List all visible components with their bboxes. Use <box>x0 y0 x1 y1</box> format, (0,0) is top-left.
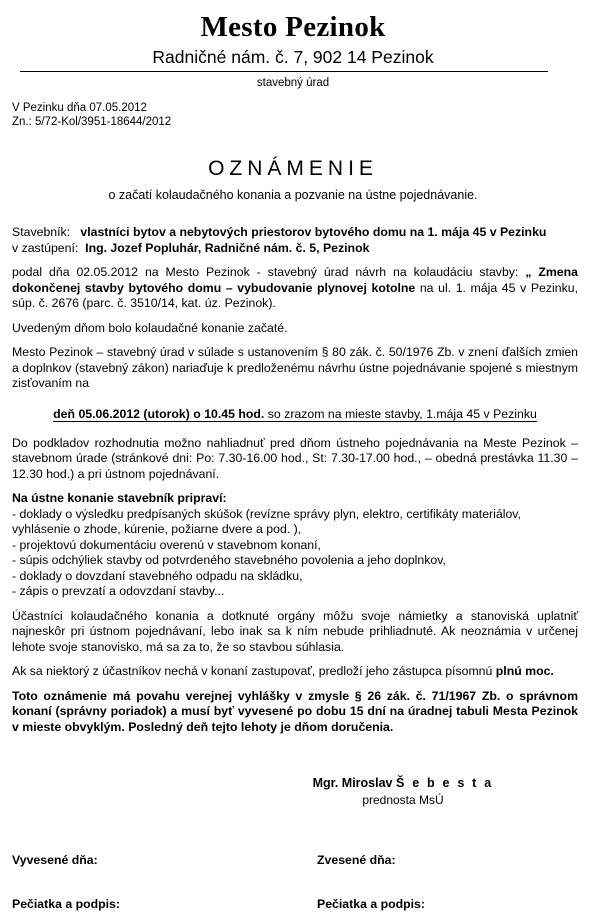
department-label: stavebný úrad <box>256 77 330 89</box>
list-item: - zápis o prevzatí a odovzdaní stavby... <box>12 584 225 598</box>
list-item: - súpis odchýliek stavby od potvrdeného stavebného povolenia a jeho doplnkov, <box>12 553 446 567</box>
hearing-location: so zrazom na mieste stavby, 1.mája 45 v Pezinku <box>264 406 537 421</box>
organization-title: Mesto Pezinok <box>200 11 386 43</box>
file-number: Zn.: 5/72-Kol/3951-18644/2012 <box>12 116 172 128</box>
representative-line <box>12 241 578 257</box>
signatory-title: Mgr. Miroslav <box>312 776 396 790</box>
list-item: - projektovú dokumentáciu overenú v stavebnom konaní, <box>12 537 321 552</box>
reference-block <box>12 101 578 129</box>
notice-subtitle: o začatí kolaudačného konania a pozvanie na ústne pojednávanie. <box>108 188 478 202</box>
hearing-date-bold: deň 05.06.2012 (utorok) o 10.45 hod. <box>53 406 265 421</box>
signatory-surname: Š e b e s t a <box>395 776 494 790</box>
hearing-date-line <box>12 406 578 422</box>
header-divider <box>20 71 548 72</box>
signatory-name <box>228 775 578 791</box>
proxy-bold-text: plnú moc. <box>495 664 554 678</box>
public-notice-paragraph: Toto oznámenie má povahu verejnej vyhlášky v zmysle § 26 zák. č. 71/1967 Zb. o správnom konaní (správny poriadok) a musí byť vyvesené po dobu 15 dní na úradnej tabuli Mesta Pezinok v mieste obvyklým. Posledný deň tejto lehoty je dňom doručenia. <box>12 688 578 734</box>
proxy-paragraph <box>12 664 578 680</box>
submission-post-text: na ul. 1. mája 45 v Pezinku, súp. č. 2676 (parc. č. 3510/14, kat. úz. Pezinok). <box>12 280 578 310</box>
submission-paragraph <box>12 265 578 312</box>
list-item: - doklady o výsledku predpísaných skúšok (revízne správy plyn, elektro, certifikáty materiálov, vyhlásenie o zhode, kúrenie, požiarne dvere a pod. ), <box>12 506 521 536</box>
removed-date-label: Zvesené dňa: <box>317 853 396 867</box>
document-body <box>12 225 578 735</box>
list-item: - doklady o dovzdaní stavebného odpadu na skládku, <box>12 568 303 583</box>
builder-line <box>12 225 578 241</box>
representative-value: Ing. Jozef Popluhár, Radničné nám. č. 5, Pezinok <box>85 240 370 255</box>
commencement-paragraph: Uvedeným dňom bolo kolaudačné konanie začaté. <box>12 320 288 335</box>
place-and-date: V Pezinku dňa 07.05.2012 <box>12 102 147 114</box>
stamp-signature-label-left: Pečiatka a podpis: <box>12 897 120 911</box>
objections-paragraph: Účastníci kolaudačného konania a dotknuté orgány môžu svoje námietky a stanoviská uplatniť najneskôr pri ústnom pojednávaní, lebo inak sa k ním nebude prihliadnuté. Ak neoznámia v určenej lehote svoje stanovisko, má sa za to, že so stavbou súhlasia. <box>12 608 578 654</box>
construction-name: „ Zmena dokončenej stavby bytového domu – vybudovanie plynovej kotolne <box>12 265 578 295</box>
organization-address: Radničné nám. č. 7, 902 14 Pezinok <box>152 47 434 67</box>
representative-label: v zastúpení: <box>12 240 79 255</box>
signatory-role: prednosta MsÚ <box>362 793 444 807</box>
inspection-paragraph: Do podkladov rozhodnutia možno nahliadnuť pred dňom ústneho pojednávania na Meste Pezinok – stavebnom úrade (stránkové dni: Po: 7.30-16.00 hod., St: 7.30-17.00 hod., – obedná prestávka 11.30 – 12.30 hod.) a pri ústnom pojednávaní. <box>12 435 578 481</box>
legal-basis-paragraph: Mesto Pezinok – stavebný úrad v súlade s ustanovením § 80 zák. č. 50/1976 Zb. v znení ďalších zmien a doplnkov (stavebný zákon) nariaďuje k predloženému návrhu ústne pojednávanie spojené s miestnym zisťovaním na <box>12 345 578 390</box>
stamp-signature-label-right: Pečiatka a podpis: <box>317 897 425 911</box>
builder-label: Stavebník: <box>12 225 71 239</box>
submission-pre-text: podal dňa 02.05.2012 na Mesto Pezinok - stavebný úrad návrh na kolaudáciu stavby: <box>12 265 526 279</box>
posting-record <box>12 852 578 912</box>
posted-date-label: Vyvesené dňa: <box>12 853 98 867</box>
documents-heading: Na ústne konanie stavebník pripraví: <box>12 491 227 505</box>
notice-title: OZNÁMENIE <box>208 157 378 180</box>
builder-value: vlastníci bytov a nebytových priestorov bytového domu na 1. mája 45 v Pezinku <box>80 225 547 239</box>
signature-block <box>8 775 578 808</box>
proxy-pre-text: Ak sa niektorý z účastníkov nechá v konaní zastupovať, predloží jeho zástupca písomnú <box>12 664 496 678</box>
documents-list <box>12 507 578 600</box>
document-page <box>0 10 600 911</box>
